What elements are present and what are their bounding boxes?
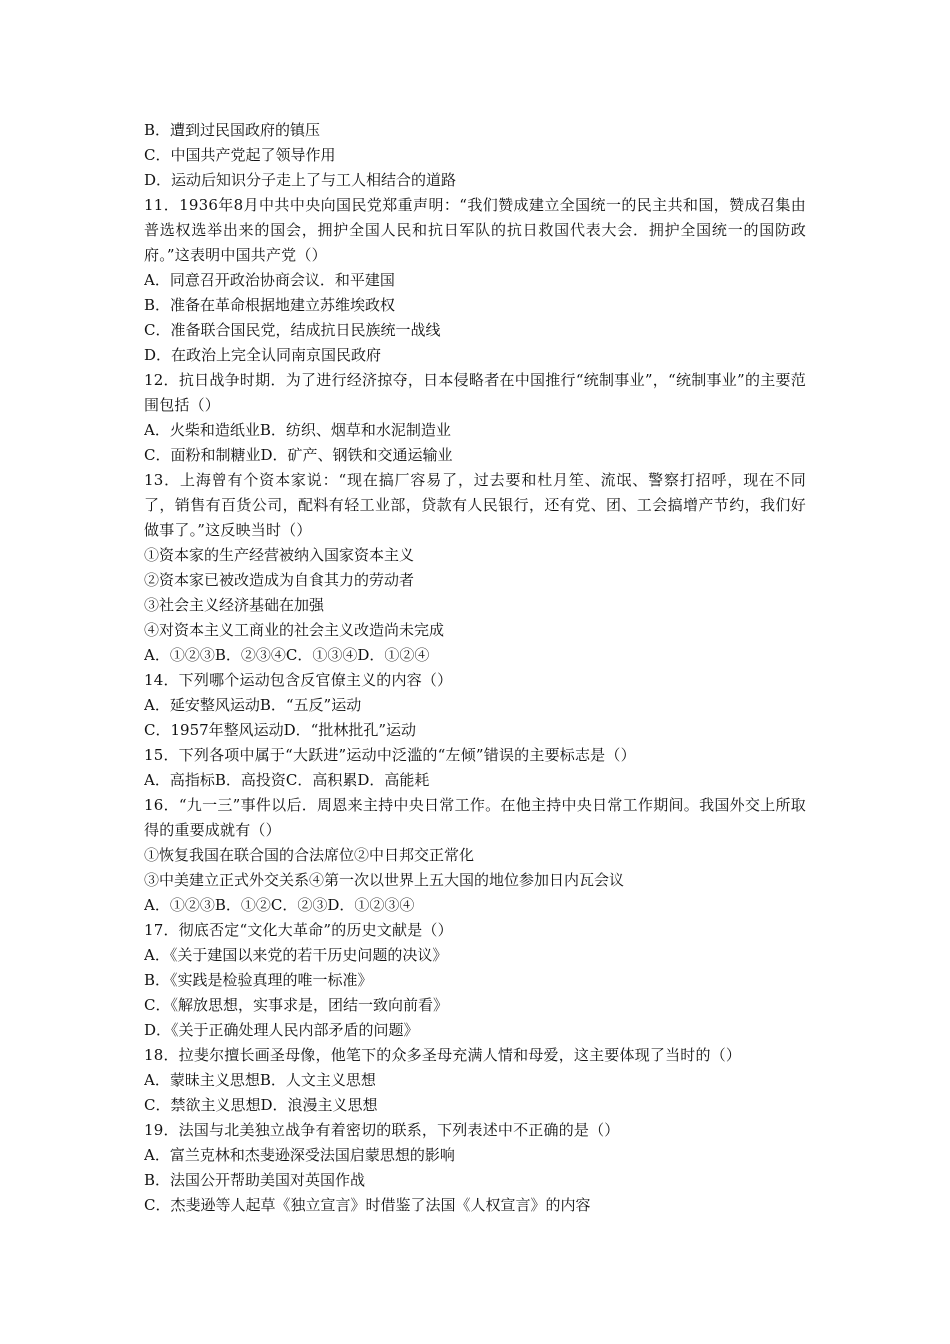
question-stem: 18．拉斐尔擅长画圣母像，他笔下的众多圣母充满人情和母爱，这主要体现了当时的（） [144,1046,742,1064]
question-stem: 12．抗日战争时期．为了进行经济掠夺，日本侵略者在中国推行“统制事业”，“统制事业”的主要范围包括（） [144,371,806,414]
answer-option: A．富兰克林和杰斐逊深受法国启蒙思想的影响 [144,1146,455,1164]
answer-option: B．法国公开帮助美国对英国作战 [144,1171,366,1189]
answer-option: ④对资本主义工商业的社会主义改造尚未完成 [144,621,445,639]
answer-option: B．准备在革命根据地建立苏维埃政权 [144,296,396,314]
question-stem: 13．上海曾有个资本家说：“现在搞厂容易了，过去要和杜月笙、流氓、警察打招呼，现在不同了，销售有百货公司，配料有轻工业部，贷款有人民银行，还有党、团、工会搞增产节约，我们好做事了。”这反映当时（） [144,471,806,539]
answer-option: ②资本家已被改造成为自食其力的劳动者 [144,571,415,589]
question-stem: 11．1936年8月中共中央向国民党郑重声明：“我们赞成建立全国统一的民主共和国，赞成召集由普选权选举出来的国会，拥护全国人民和抗日军队的抗日救国代表大会．拥护全国统一的国防政府。”这表明中国共产党（） [144,196,806,264]
answer-option: D．在政治上完全认同南京国民政府 [144,346,382,364]
answer-option: ③社会主义经济基础在加强 [144,596,325,614]
answer-option: A．蒙昧主义思想B．人文主义思想 [144,1071,376,1089]
question-stem: 19．法国与北美独立战争有着密切的联系，下列表述中不正确的是（） [144,1121,620,1139]
answer-option: B．遭到过民国政府的镇压 [144,121,321,139]
answer-option: A．《关于建国以来党的若干历史问题的决议》 [144,946,448,964]
answer-option: B．《实践是检验真理的唯一标准》 [144,971,373,989]
answer-option: C．1957年整风运动D．“批林批孔”运动 [144,721,417,739]
question-stem: 15．下列各项中属于“大跃进”运动中泛滥的“左倾”错误的主要标志是（） [144,746,636,764]
answer-option: A．高指标B．高投资C．高积累D．高能耗 [144,771,430,789]
answer-option: C．面粉和制糖业D．矿产、钢铁和交通运输业 [144,446,453,464]
answer-option: ①恢复我国在联合国的合法席位②中日邦交正常化 [144,846,475,864]
answer-option: A．①②③B．②③④C．①③④D．①②④ [144,646,430,664]
answer-option: A．延安整风运动B．“五反”运动 [144,696,362,714]
answer-option: C．准备联合国民党，结成抗日民族统一战线 [144,321,441,339]
question-stem: 17．彻底否定“文化大革命”的历史文献是（） [144,921,453,939]
answer-option: A．同意召开政治协商会议．和平建国 [144,271,395,289]
answer-option: A．火柴和造纸业B．纺织、烟草和水泥制造业 [144,421,451,439]
answer-option: C．中国共产党起了领导作用 [144,146,336,164]
question-stem: 14．下列哪个运动包含反官僚主义的内容（） [144,671,453,689]
answer-option: ①资本家的生产经营被纳入国家资本主义 [144,546,415,564]
document-page [144,118,806,1218]
answer-option: C．禁欲主义思想D．浪漫主义思想 [144,1096,378,1114]
question-stem: 16．“九一三”事件以后．周恩来主持中央日常工作。在他主持中央日常工作期间。我国外交上所取得的重要成就有（） [144,796,806,839]
answer-option: ③中美建立正式外交关系④第一次以世界上五大国的地位参加日内瓦会议 [144,871,625,889]
answer-option: C．杰斐逊等人起草《独立宣言》时借鉴了法国《人权宣言》的内容 [144,1196,591,1214]
answer-option: D．《关于正确处理人民内部矛盾的问题》 [144,1021,419,1039]
answer-option: C．《解放思想，实事求是，团结一致向前看》 [144,996,448,1014]
answer-option: A．①②③B．①②C．②③D．①②③④ [144,896,415,914]
answer-option: D．运动后知识分子走上了与工人相结合的道路 [144,171,457,189]
